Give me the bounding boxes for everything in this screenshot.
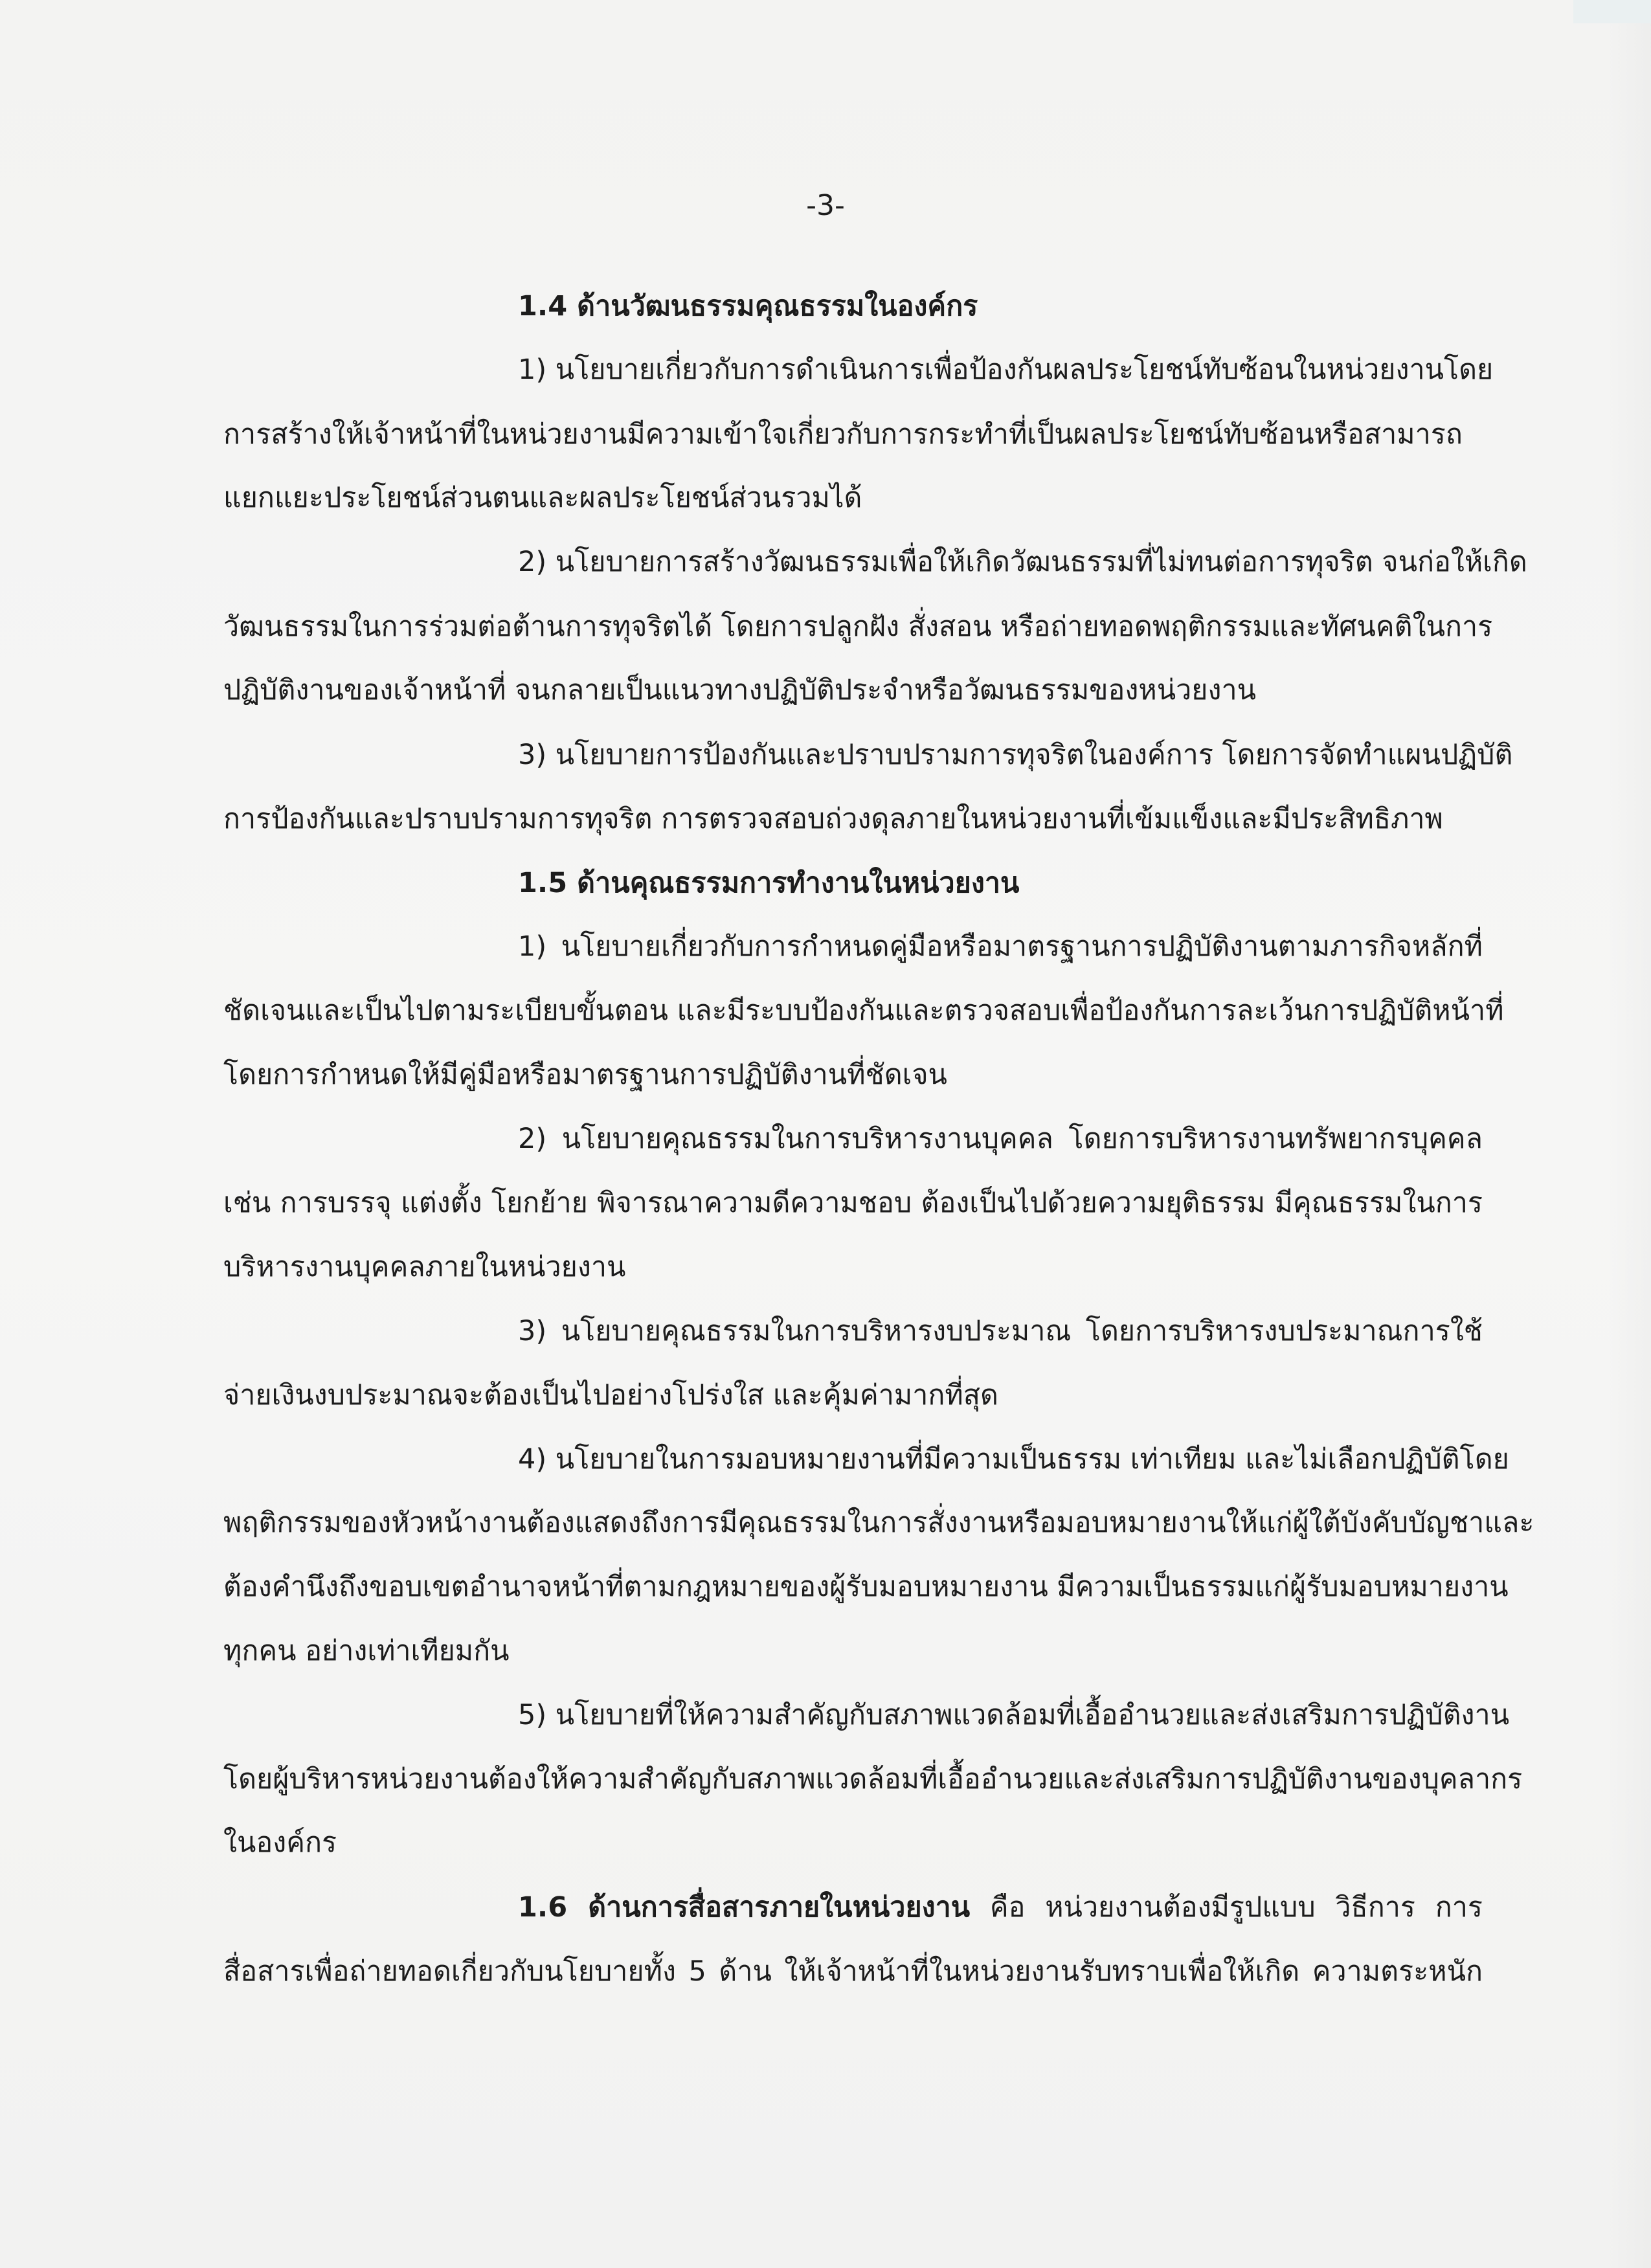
paragraph-line: พฤติกรรมของหัวหน้างานต้องแสดงถึงการมีคุณธรรมในการสั่งงานหรือมอบหมายงานให้แก่ผู้ใต้บังคับบัญชาและ [223,1507,1534,1539]
section-1-6-first-line [518,1888,1483,1927]
paragraph-text: คือ หน่วยงานต้องมีรูปแบบ วิธีการ การ [970,1891,1483,1924]
paragraph-line: การป้องกันและปราบปรามการทุจริต การตรวจสอบถ่วงดุลภายในหน่วยงานที่เข้มแข็งและมีประสิทธิภาพ [223,803,1443,835]
paragraph-line: เช่น การบรรจุ แต่งตั้ง โยกย้าย พิจารณาความดีความชอบ ต้องเป็นไปด้วยความยุติธรรม มีคุณธรรมในการ [223,1187,1483,1219]
paragraph-line: วัฒนธรรมในการร่วมต่อต้านการทุจริตได้ โดยการปลูกฝัง สั่งสอน หรือถ่ายทอดพฤติกรรมและทัศนคติในการ [223,611,1493,643]
paragraph-line: ต้องคำนึงถึงขอบเขตอำนาจหน้าที่ตามกฎหมายของผู้รับมอบหมายงาน มีความเป็นธรรมแก่ผู้รับมอบหมายงาน [223,1571,1509,1603]
paragraph-line: 3) นโยบายคุณธรรมในการบริหารงบประมาณ โดยการบริหารงบประมาณการใช้ [518,1315,1483,1347]
paragraph-line: บริหารงานบุคคลภายในหน่วยงาน [223,1251,626,1283]
paragraph-line: 5) นโยบายที่ให้ความสำคัญกับสภาพแวดล้อมที่เอื้ออำนวยและส่งเสริมการปฏิบัติงาน [518,1699,1510,1731]
paragraph-line: 1) นโยบายเกี่ยวกับการดำเนินการเพื่อป้องกันผลประโยชน์ทับซ้อนในหน่วยงานโดย [518,354,1494,386]
paragraph-line: 1) นโยบายเกี่ยวกับการกำหนดคู่มือหรือมาตรฐานการปฏิบัติงานตามภารกิจหลักที่ [518,930,1483,963]
paragraph-line: โดยผู้บริหารหน่วยงานต้องให้ความสำคัญกับสภาพแวดล้อมที่เอื้ออำนวยและส่งเสริมการปฏิบัติงานของบุคลากร [223,1763,1523,1795]
paragraph-line: 4) นโยบายในการมอบหมายงานที่มีความเป็นธรรม เท่าเทียม และไม่เลือกปฏิบัติโดย [518,1443,1509,1476]
paragraph-line: จ่ายเงินงบประมาณจะต้องเป็นไปอย่างโปร่งใส และคุ้มค่ามากที่สุด [223,1379,998,1411]
scan-corner-tint [1573,0,1651,23]
paragraph-line: แยกแยะประโยชน์ส่วนตนและผลประโยชน์ส่วนรวมได้ [223,482,862,514]
page-number: -3- [806,189,845,222]
section-heading-1-6: 1.6 ด้านการสื่อสารภายในหน่วยงาน [518,1891,971,1924]
paragraph-line: ในองค์กร [223,1826,337,1859]
paragraph-line: 3) นโยบายการป้องกันและปราบปรามการทุจริตในองค์การ โดยการจัดทำแผนปฏิบัติ [518,739,1513,771]
paragraph-line: ชัดเจนและเป็นไปตามระเบียบขั้นตอน และมีระบบป้องกันและตรวจสอบเพื่อป้องกันการละเว้นการปฏิบัติหน้าที่ [223,994,1504,1027]
paragraph-line: 2) นโยบายการสร้างวัฒนธรรมเพื่อให้เกิดวัฒนธรรมที่ไม่ทนต่อการทุจริต จนก่อให้เกิด [518,546,1527,578]
section-heading-1-5: 1.5 ด้านคุณธรรมการทำงานในหน่วยงาน [518,867,1020,899]
paragraph-line: การสร้างให้เจ้าหน้าที่ในหน่วยงานมีความเข้าใจเกี่ยวกับการกระทำที่เป็นผลประโยชน์ทับซ้อนหรือสามารถ [223,418,1463,451]
paragraph-line: ปฏิบัติงานของเจ้าหน้าที่ จนกลายเป็นแนวทางปฏิบัติประจำหรือวัฒนธรรมของหน่วยงาน [223,674,1256,706]
scan-edge-shadow [1606,0,1651,2268]
section-heading-1-4: 1.4 ด้านวัฒนธรรมคุณธรรมในองค์กร [518,290,978,322]
paragraph-line: 2) นโยบายคุณธรรมในการบริหารงานบุคคล โดยการบริหารงานทรัพยากรบุคคล [518,1123,1483,1155]
paragraph-line: สื่อสารเพื่อถ่ายทอดเกี่ยวกับนโยบายทั้ง 5 ด้าน ให้เจ้าหน้าที่ในหน่วยงานรับทราบเพื่อให้เกิด ความตระหนัก [223,1955,1483,1988]
paragraph-line: โดยการกำหนดให้มีคู่มือหรือมาตรฐานการปฏิบัติงานที่ชัดเจน [223,1059,947,1091]
paragraph-line: ทุกคน อย่างเท่าเทียมกัน [223,1635,510,1667]
